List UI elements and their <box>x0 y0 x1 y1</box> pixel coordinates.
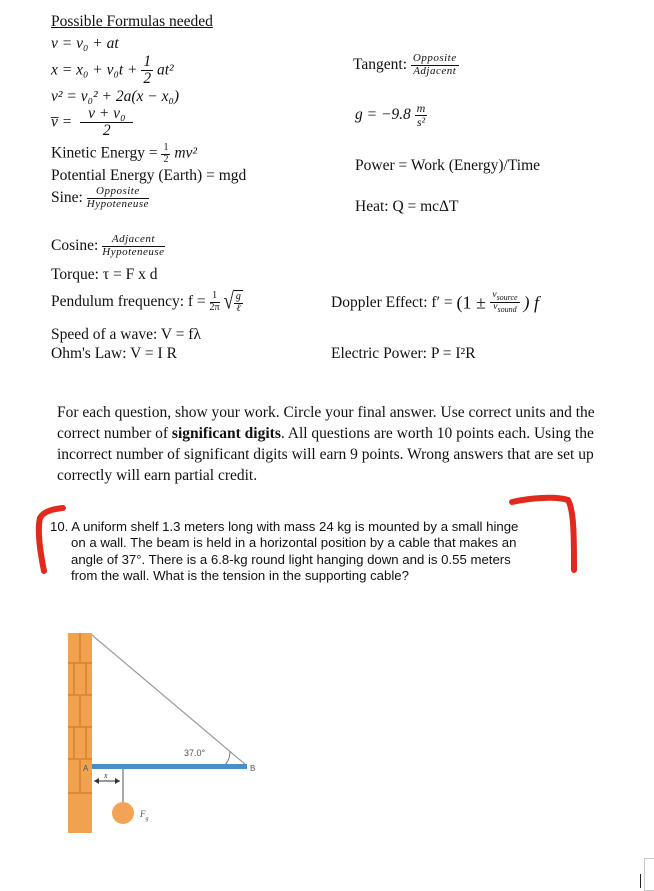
sine-den: Hypoteneuse <box>86 197 150 210</box>
instructions-bold: significant digits <box>171 425 281 442</box>
label-force-f: F <box>140 809 146 819</box>
doppler-fraction <box>490 291 519 315</box>
kinetic-lhs: Kinetic Energy = <box>51 144 162 162</box>
wave-speed-formula: Speed of a wave: V = fλ <box>51 326 201 343</box>
pendulum-sqrt-fraction <box>234 290 243 314</box>
red-bracket-right-icon <box>500 488 590 578</box>
doppler-den-v: v <box>493 302 498 313</box>
red-bracket-left-icon <box>30 496 70 580</box>
doppler-den-sub: sound <box>497 305 517 315</box>
doppler-formula <box>331 291 539 315</box>
sqrt-symbol: √ <box>223 288 234 315</box>
question-line-3: angle of 37°. There is a 6.8-kg round light hanging down and is 0.55 meters <box>71 551 511 567</box>
tangent-den: Adjacent <box>413 64 457 77</box>
label-force <box>139 809 149 822</box>
formulas-title: Possible Formulas needed <box>51 13 213 30</box>
position-formula <box>51 54 174 88</box>
pendulum-sqrt-num: g <box>235 291 241 302</box>
instructions-part1: For each question, show your work. Circle your final answer. Use correct units and the correct number of <box>57 404 595 442</box>
text-cursor-icon <box>640 874 641 888</box>
sine-formula <box>51 186 149 210</box>
label-force-sub: g <box>145 816 149 822</box>
question-10 <box>50 519 518 584</box>
question-line-2: on a wall. The beam is held in a horizontal position by a cable that makes an <box>71 535 517 551</box>
heat-formula: Heat: Q = mcΔT <box>355 198 459 215</box>
round-light <box>112 802 134 824</box>
average-velocity-formula <box>51 106 133 140</box>
instructions-part2: . All questions are worth 10 points each. Using the incorrect number of significant digits will earn 9 points. Wrong answers that are set up correctly will earn partial credit. <box>57 425 594 484</box>
pendulum-frac-num: 1 <box>210 291 220 303</box>
supporting-cable <box>92 635 246 765</box>
kinetic-rhs: mv² <box>174 144 198 162</box>
label-x: x <box>104 771 108 780</box>
electric-power-formula: Electric Power: P = I²R <box>331 345 476 362</box>
avg-v-num: v + v₀ <box>80 106 133 123</box>
label-a: A <box>83 764 89 773</box>
label-b: B <box>250 764 256 773</box>
pendulum-formula <box>51 290 243 314</box>
doppler-close: ) f <box>523 292 539 313</box>
position-half-fraction <box>141 54 153 88</box>
ohms-law-formula: Ohm's Law: V = I R <box>51 345 177 362</box>
angle-label: 37.0° <box>184 748 206 758</box>
avg-v-lhs: v̅ = <box>51 113 73 131</box>
doppler-den <box>490 303 519 314</box>
x-arrow-right-icon <box>115 778 120 784</box>
shelf-diagram <box>60 625 280 835</box>
kinetic-frac-den: 2 <box>163 153 169 165</box>
doppler-num-sub: source <box>496 292 518 302</box>
sine-fraction <box>87 186 149 210</box>
cosine-label: Cosine: <box>51 237 99 255</box>
question-line-1: 10. A uniform shelf 1.3 meters long with mass 24 kg is mounted by a small hinge <box>50 519 519 534</box>
doppler-open: (1 ± <box>456 292 491 313</box>
gravity-num: m <box>416 101 426 115</box>
doppler-num-v: v <box>492 290 497 300</box>
edge-panel <box>644 858 654 891</box>
cosine-den: Hypoteneuse <box>102 245 165 258</box>
cosine-formula <box>51 234 165 258</box>
position-lhs: x = x₀ + v₀t + <box>51 61 142 79</box>
position-frac-num: 1 <box>143 53 152 70</box>
tangent-label: Tangent: <box>353 56 408 74</box>
gravity-den: s² <box>416 114 426 129</box>
pendulum-sqrt-den: ℓ <box>236 302 241 314</box>
instructions-paragraph <box>57 402 627 486</box>
cosine-num: Adjacent <box>102 234 164 247</box>
question-line-4: from the wall. What is the tension in the supporting cable? <box>71 567 409 583</box>
gravity-lhs: g = −9.8 <box>355 106 411 124</box>
tangent-formula <box>353 53 459 77</box>
pendulum-frac-den: 2π <box>209 301 220 313</box>
pendulum-lhs: Pendulum frequency: f = <box>51 293 210 310</box>
pendulum-fraction <box>210 291 220 313</box>
tangent-num: Opposite <box>412 52 457 64</box>
position-rhs: at² <box>156 61 174 79</box>
torque-formula: Torque: τ = F x d <box>51 266 158 283</box>
doppler-lhs: Doppler Effect: f′ = <box>331 293 457 311</box>
tangent-fraction <box>411 53 459 77</box>
kinetic-energy-formula <box>51 143 197 165</box>
shelf-beam <box>92 764 247 769</box>
x-arrow-left-icon <box>94 778 99 784</box>
kinetic-frac-num: 1 <box>163 142 169 153</box>
gravity-formula <box>355 102 427 128</box>
position-frac-den: 2 <box>143 70 152 88</box>
potential-energy-formula: Potential Energy (Earth) = mgd <box>51 167 247 184</box>
avg-v-fraction <box>80 106 133 140</box>
gravity-fraction <box>415 102 428 128</box>
avg-v-den: 2 <box>102 122 111 140</box>
power-formula: Power = Work (Energy)/Time <box>355 157 541 174</box>
cosine-fraction <box>102 234 164 258</box>
angle-arc <box>225 751 230 765</box>
velocity-formula: v = v₀ + at <box>51 35 119 52</box>
v-squared-formula: v² = v₀² + 2a(x − x₀) <box>51 88 180 105</box>
sine-label: Sine: <box>51 189 83 207</box>
sine-num: Opposite <box>87 186 149 199</box>
kinetic-half-fraction <box>161 143 170 165</box>
